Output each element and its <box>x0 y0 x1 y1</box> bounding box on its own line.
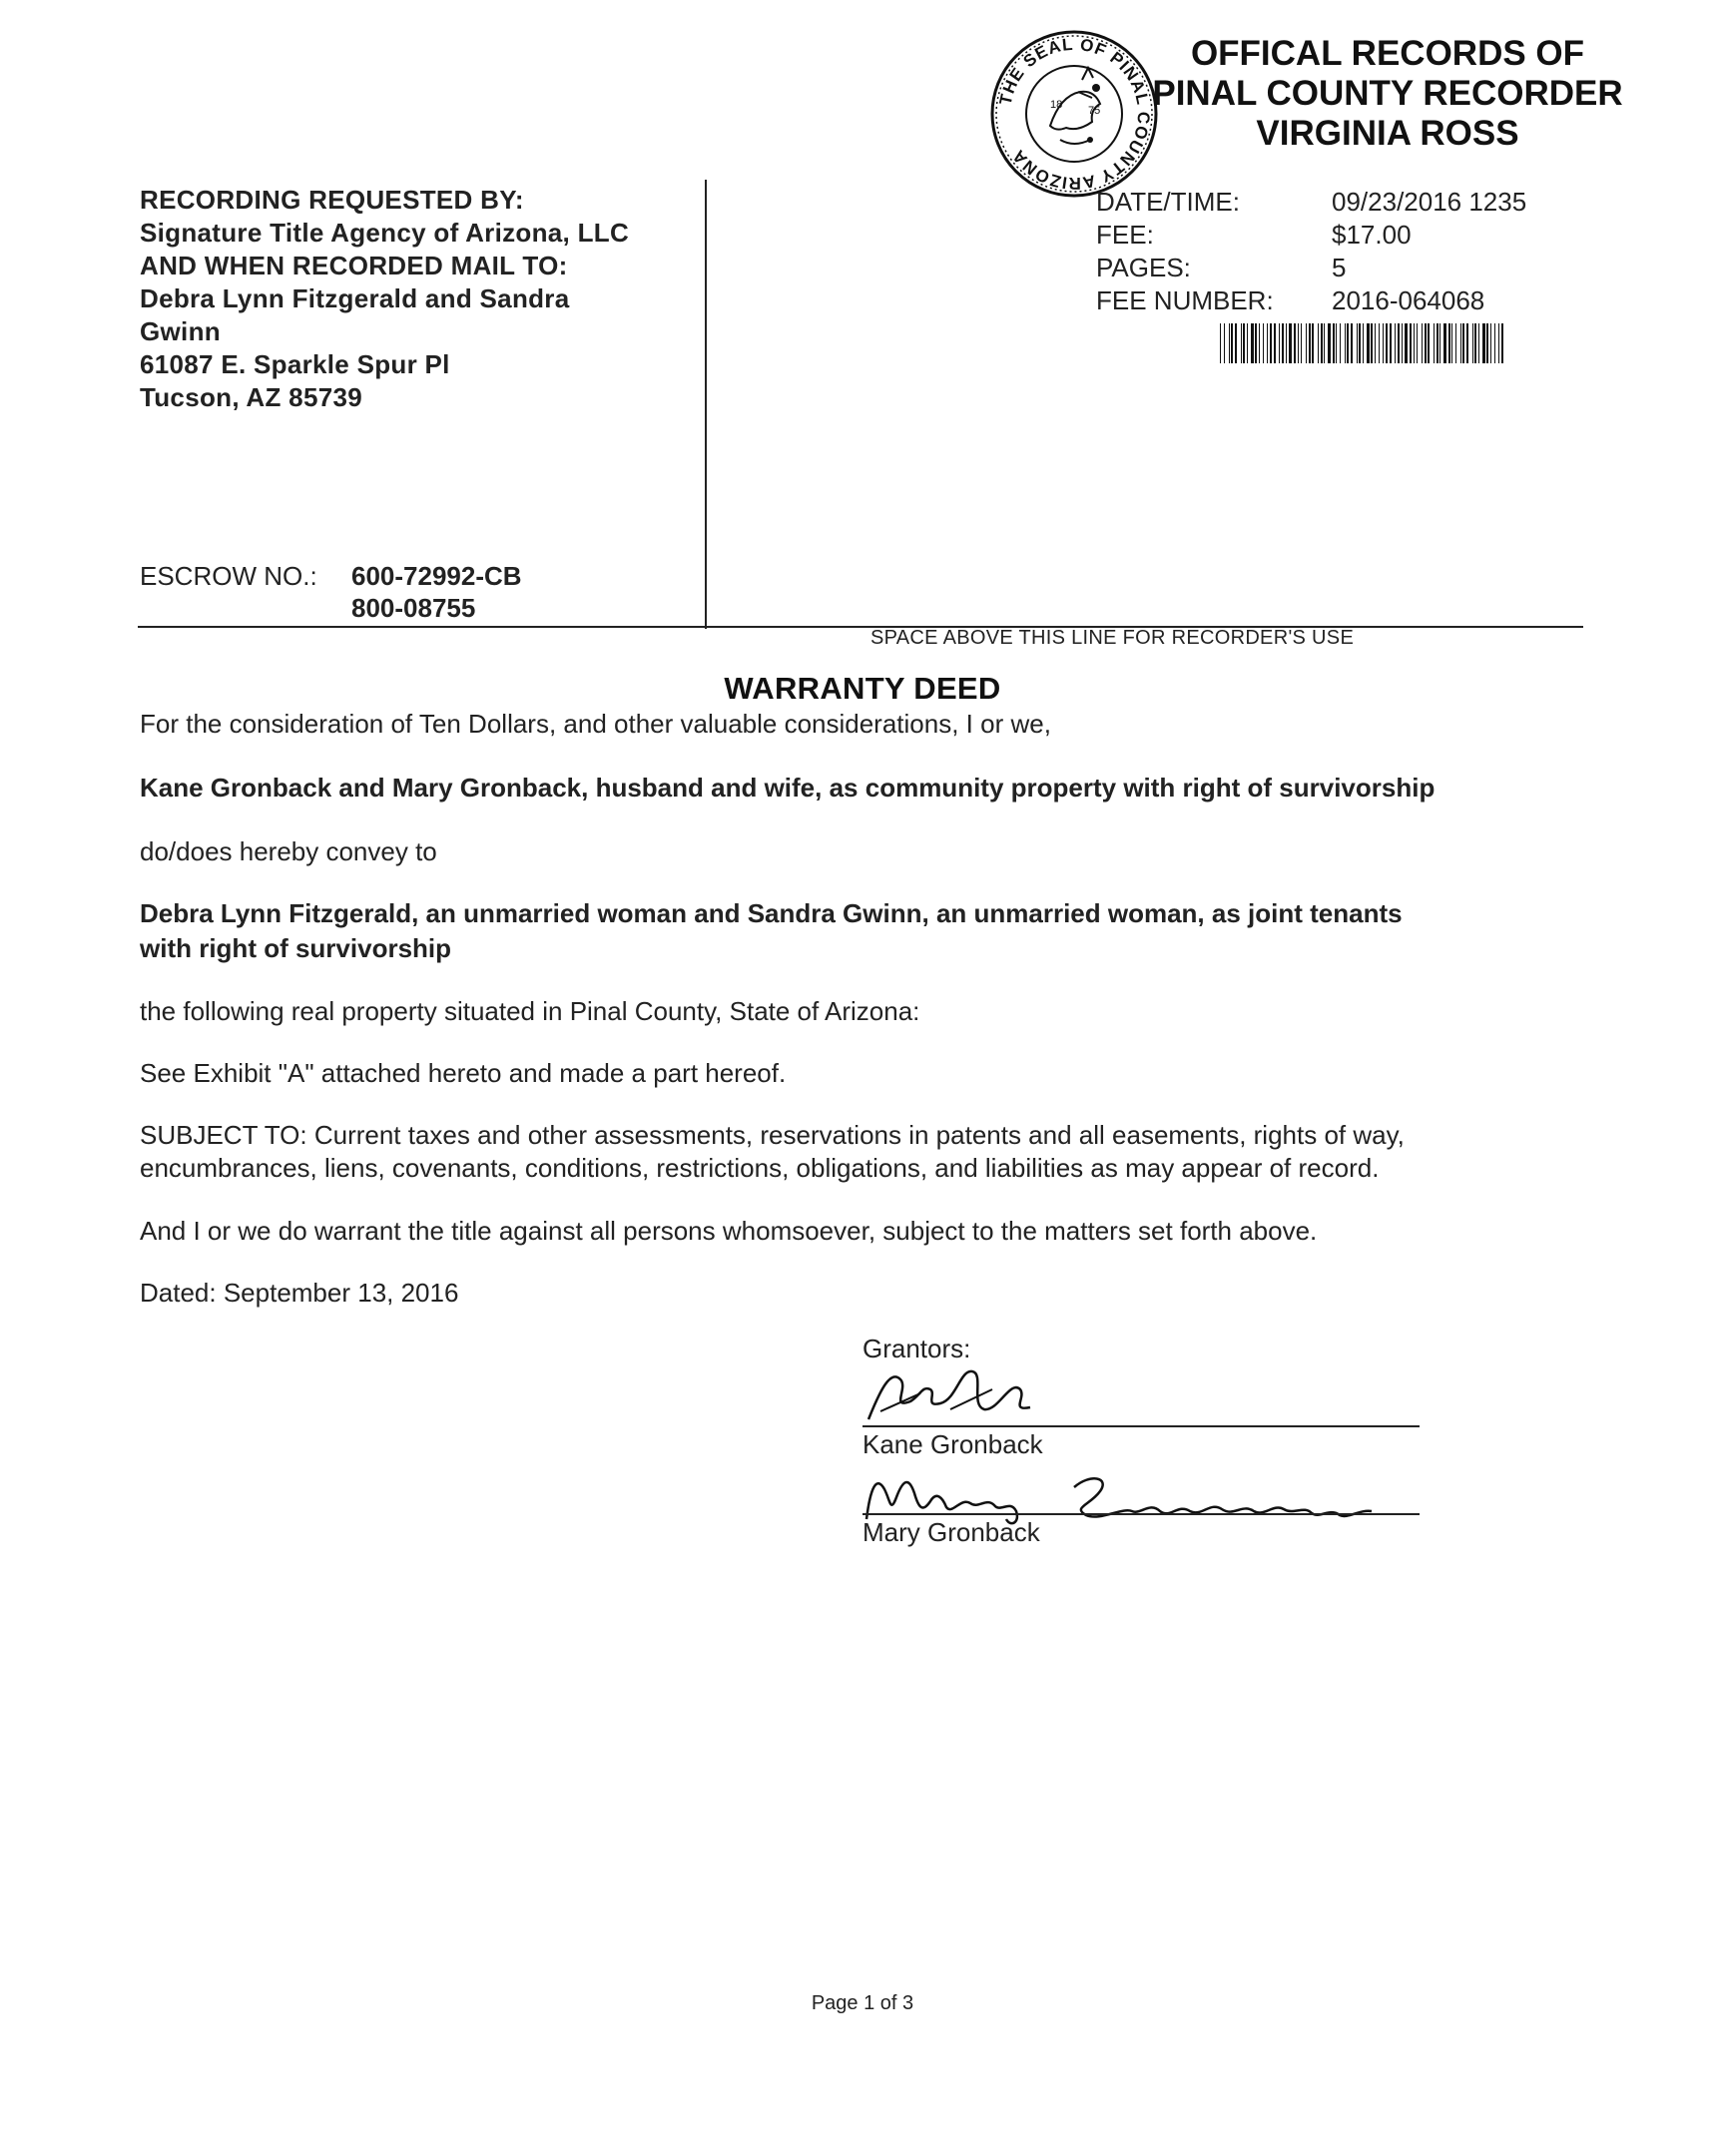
seal-year-left: 18 <box>1050 99 1063 111</box>
convey-text: do/does hereby convey to <box>140 836 437 866</box>
barcode-bar <box>1405 323 1408 363</box>
barcode-bar <box>1286 323 1287 363</box>
barcode-bar <box>1410 323 1412 363</box>
requested-by: Signature Title Agency of Arizona, LLC <box>140 218 630 248</box>
barcode-bar <box>1371 323 1373 363</box>
signature-line-2 <box>862 1513 1420 1515</box>
barcode-bar <box>1439 323 1440 363</box>
fee-value: $17.00 <box>1332 220 1412 250</box>
barcode-bar <box>1229 323 1230 363</box>
fee-number-value: 2016-064068 <box>1332 285 1485 315</box>
grantors-label: Grantors: <box>862 1334 971 1363</box>
barcode-bar <box>1466 323 1468 363</box>
fee-label: FEE: <box>1096 220 1154 250</box>
signer-name-1: Kane Gronback <box>862 1429 1043 1459</box>
seal-ring-text: THE SEAL OF PINAL COUNTY ARIZONA <box>995 34 1154 194</box>
barcode-bar <box>1395 323 1396 363</box>
barcode-bar <box>1462 323 1464 363</box>
barcode-bar <box>1451 323 1452 363</box>
header-divider-vertical <box>705 180 707 629</box>
exhibit-text: See Exhibit "A" attached hereto and made a part hereof. <box>140 1058 787 1088</box>
barcode-bar <box>1340 323 1341 363</box>
barcode-bar <box>1259 323 1260 363</box>
barcode-bar <box>1328 323 1331 363</box>
page-number: Page 1 of 3 <box>811 1992 914 2014</box>
barcode-bar <box>1263 323 1264 363</box>
barcode-bar <box>1301 323 1302 363</box>
barcode-bar <box>1224 323 1225 363</box>
barcode-bar <box>1386 323 1388 363</box>
barcode-bar <box>1437 323 1438 363</box>
barcode-bar <box>1294 323 1296 363</box>
barcode-bar <box>1443 323 1446 363</box>
grantors-clause: Kane Gronback and Mary Gronback, husband and wife, as community property with right of survivorship <box>140 773 1436 803</box>
grantees-clause-line1: Debra Lynn Fitzgerald, an unmarried woman and Sandra Gwinn, an unmarried woman, as joint tenants <box>140 898 1403 928</box>
escrow-label: ESCROW NO.: <box>140 561 317 591</box>
recorder-heading-line2: PINAL COUNTY RECORDER <box>1152 74 1623 113</box>
barcode-bar <box>1231 323 1233 363</box>
barcode-bar <box>1312 323 1314 363</box>
barcode-bar <box>1333 323 1335 363</box>
barcode-bar <box>1251 323 1254 363</box>
barcode-bar <box>1383 323 1384 363</box>
escrow-number-2: 800-08755 <box>351 593 476 623</box>
property-text: the following real property situated in Pinal County, State of Arizona: <box>140 996 920 1026</box>
barcode-bar <box>1501 323 1503 363</box>
barcode-bar <box>1363 323 1364 363</box>
datetime-label: DATE/TIME: <box>1096 187 1240 217</box>
mail-to-address-line1: 61087 E. Sparkle Spur Pl <box>140 349 450 379</box>
barcode-bar <box>1267 323 1268 363</box>
recorder-name: VIRGINIA ROSS <box>1256 114 1519 153</box>
barcode-bar <box>1498 323 1499 363</box>
barcode-bar <box>1428 323 1430 363</box>
recorder-heading-line1: OFFICAL RECORDS OF <box>1190 34 1585 73</box>
barcode-bar <box>1220 323 1221 363</box>
mail-to-name-line2: Gwinn <box>140 316 221 346</box>
barcode-bar <box>1398 323 1400 363</box>
barcode-bar <box>1347 323 1349 363</box>
barcode-bar <box>1367 323 1370 363</box>
barcode-bar <box>1255 323 1257 363</box>
barcode-bar <box>1359 323 1361 363</box>
barcode-bar <box>1482 323 1485 363</box>
warranty-text: And I or we do warrant the title against all persons whomsoever, subject to the matters set forth above. <box>140 1216 1318 1246</box>
barcode-bar <box>1247 323 1248 363</box>
signature-kane-gronback <box>861 1349 1100 1429</box>
datetime-value: 09/23/2016 1235 <box>1332 187 1527 217</box>
deed-title: WARRANTY DEED <box>724 671 1001 706</box>
barcode-bar <box>1279 323 1280 363</box>
mail-to-label: AND WHEN RECORDED MAIL TO: <box>140 251 568 280</box>
barcode-bar <box>1402 323 1403 363</box>
pages-value: 5 <box>1332 253 1347 282</box>
barcode-bar <box>1357 323 1358 363</box>
mail-to-address-line2: Tucson, AZ 85739 <box>140 382 362 412</box>
subject-to-line2: encumbrances, liens, covenants, conditions, restrictions, obligations, and liabilities as may appear of record. <box>140 1153 1380 1183</box>
barcode-bar <box>1478 323 1479 363</box>
barcode-bar <box>1455 323 1456 363</box>
barcode-bar <box>1390 323 1392 363</box>
barcode-bar <box>1298 323 1299 363</box>
barcode-bar <box>1282 323 1284 363</box>
recorder-use-note: SPACE ABOVE THIS LINE FOR RECORDER'S USE <box>870 627 1355 649</box>
barcode-bar <box>1494 323 1495 363</box>
barcode-bar <box>1434 323 1435 363</box>
county-seal <box>990 30 1158 198</box>
barcode-bar <box>1241 323 1242 363</box>
barcode-bar <box>1417 323 1418 363</box>
barcode-bar <box>1472 323 1473 363</box>
barcode-bar <box>1375 323 1376 363</box>
barcode <box>1220 323 1505 363</box>
dated-text: Dated: September 13, 2016 <box>140 1278 459 1308</box>
escrow-number-1: 600-72992-CB <box>351 561 522 591</box>
barcode-bar <box>1318 323 1319 363</box>
barcode-bar <box>1414 323 1415 363</box>
barcode-bar <box>1425 323 1427 363</box>
barcode-bar <box>1321 323 1323 363</box>
grantees-clause-line2: with right of survivorship <box>140 933 452 963</box>
pages-label: PAGES: <box>1096 253 1191 282</box>
barcode-bar <box>1243 323 1245 363</box>
signature-line-1 <box>862 1425 1420 1427</box>
seal-year-right: 75 <box>1088 105 1101 117</box>
barcode-bar <box>1351 323 1353 363</box>
requested-by-label: RECORDING REQUESTED BY: <box>140 185 524 215</box>
fee-number-label: FEE NUMBER: <box>1096 285 1274 315</box>
recorder-use-rule <box>138 626 1583 628</box>
barcode-bar <box>1474 323 1476 363</box>
barcode-bar <box>1345 323 1346 363</box>
barcode-bar <box>1486 323 1488 363</box>
barcode-bar <box>1422 323 1423 363</box>
consideration-text: For the consideration of Ten Dollars, and other valuable considerations, I or we, <box>140 709 1051 739</box>
barcode-bar <box>1324 323 1325 363</box>
barcode-bar <box>1306 323 1307 363</box>
barcode-bar <box>1460 323 1461 363</box>
barcode-bar <box>1235 323 1237 363</box>
barcode-bar <box>1289 323 1292 363</box>
barcode-bar <box>1379 323 1380 363</box>
barcode-bar <box>1336 323 1337 363</box>
barcode-bar <box>1448 323 1450 363</box>
subject-to-line1: SUBJECT TO: Current taxes and other assessments, reservations in patents and all easements, rights of way, <box>140 1120 1405 1150</box>
barcode-bar <box>1490 323 1491 363</box>
mail-to-name-line1: Debra Lynn Fitzgerald and Sandra <box>140 283 570 313</box>
barcode-bar <box>1270 323 1272 363</box>
barcode-bar <box>1309 323 1311 363</box>
barcode-bar <box>1274 323 1276 363</box>
signer-name-2: Mary Gronback <box>862 1517 1040 1547</box>
